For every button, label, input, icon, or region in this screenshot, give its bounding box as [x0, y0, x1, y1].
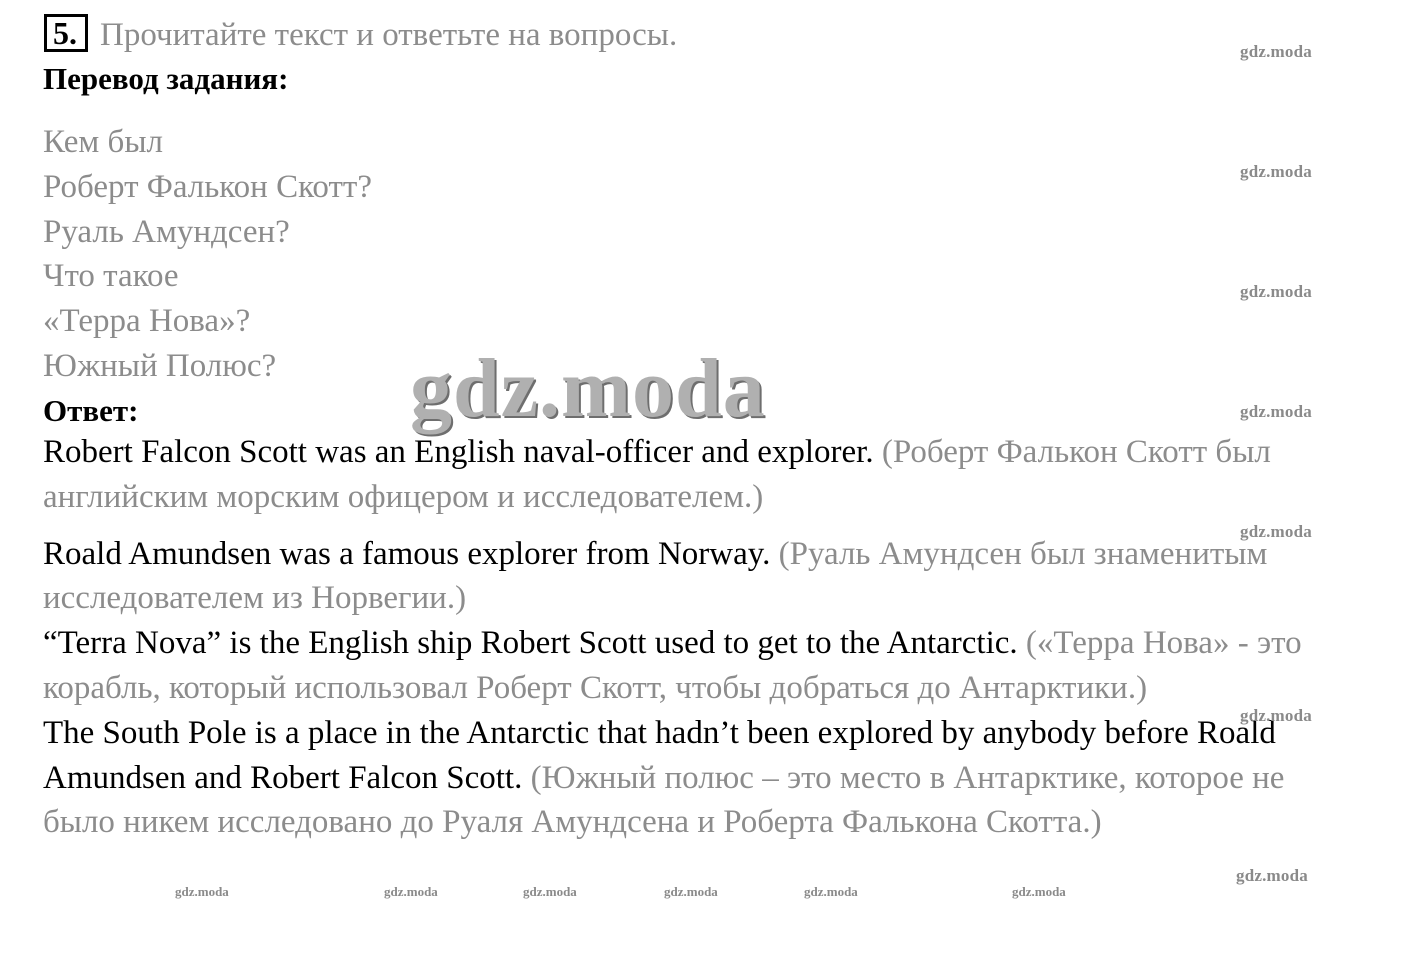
watermark-small: gdz.moda [1240, 282, 1312, 301]
question-line: Руаль Амундсен? [43, 213, 290, 250]
answer-english: The South Pole is a place in the Antarctic that hadn’t been explored by anybody before Roald Amundsen and Robert Falcon Scott. [43, 714, 1276, 796]
question-line: Роберт Фалькон Скотт? [43, 168, 372, 205]
answer-english: Robert Falcon Scott was an English naval-officer and explorer. [43, 434, 874, 470]
watermark-small: gdz.moda [1240, 706, 1312, 725]
watermark-small: gdz.moda [1240, 402, 1312, 421]
answer-english: Roald Amundsen was a famous explorer from Norway. [43, 535, 771, 572]
question-list [43, 120, 372, 389]
answer-russian: (Южный полюс – это место в Антарктике, которое не было никем исследовано до Руаля Амундсена и Роберта Фалькона Скотта.) [43, 759, 1285, 841]
translation-heading: Перевод задания: [43, 61, 289, 96]
watermark-small: gdz.moda [1240, 42, 1312, 61]
answer-russian: (Роберт Фалькон Скотт был английским морским офицером и исследователем.) [43, 434, 1271, 515]
watermark-small: gdz.moda [1240, 522, 1312, 541]
answer-list [43, 430, 1363, 845]
question-line: «Терра Нова»? [43, 303, 251, 340]
watermark-tiny: gdz.moda [523, 884, 577, 899]
watermark-large: gdz.moda [410, 342, 766, 435]
watermark-tiny: gdz.moda [384, 884, 438, 899]
watermark-small: gdz.moda [1236, 866, 1308, 885]
watermark-tiny: gdz.moda [175, 884, 229, 899]
answer-paragraph [43, 621, 1363, 711]
question-line: Что такое [43, 258, 179, 295]
answer-heading: Ответ: [43, 393, 139, 428]
task-instruction: Прочитайте текст и ответьте на вопросы. [100, 17, 678, 53]
answer-paragraph [43, 711, 1363, 845]
answer-english: “Terra Nova” is the English ship Robert Scott used to get to the Antarctic. [43, 625, 1018, 662]
watermark-small: gdz.moda [1240, 162, 1312, 181]
watermark-tiny: gdz.moda [664, 884, 718, 899]
answer-russian: (Руаль Амундсен был знаменитым исследователем из Норвегии.) [43, 535, 1268, 617]
question-line: Южный Полюс? [43, 347, 277, 384]
answer-paragraph [43, 430, 1363, 520]
answer-russian: («Терра Нова» - это корабль, который использовал Роберт Скотт, чтобы добраться до Антарктики.) [43, 625, 1302, 706]
answer-paragraph [43, 532, 1363, 622]
watermark-tiny: gdz.moda [804, 884, 858, 899]
task-number: 5. [44, 14, 88, 52]
question-line: Кем был [43, 124, 163, 160]
watermark-tiny: gdz.moda [1012, 884, 1066, 899]
